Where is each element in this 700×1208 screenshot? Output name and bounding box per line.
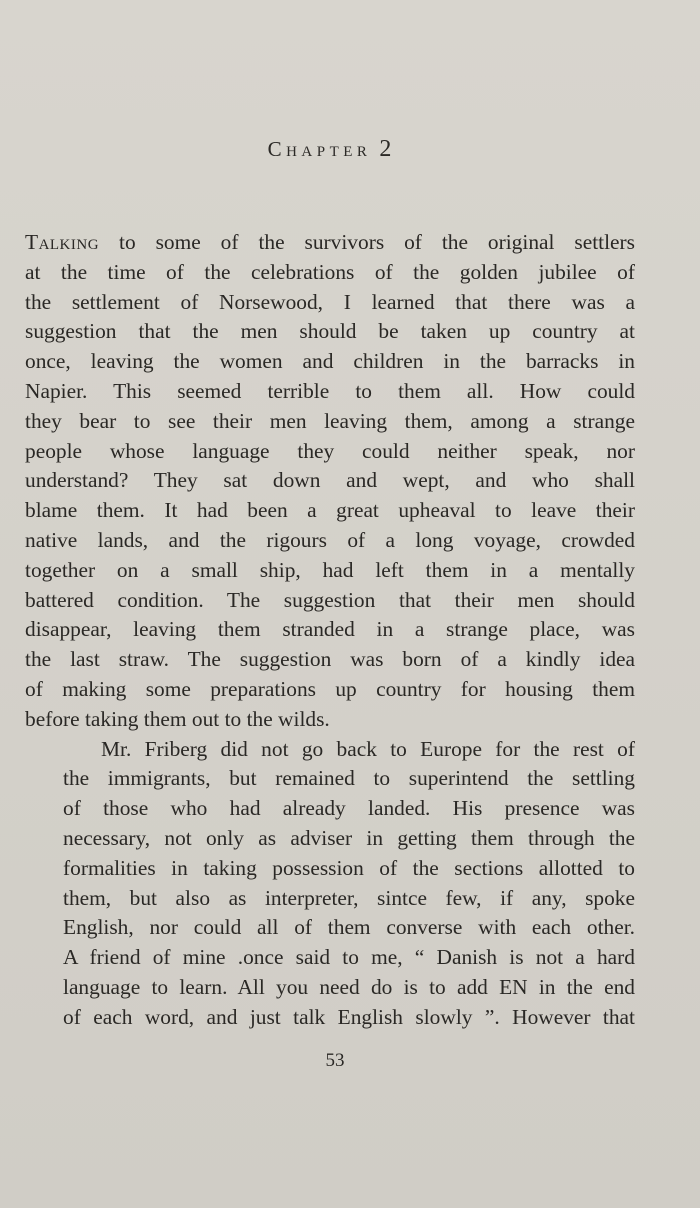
text-line: the immigrants, but remained to superintend the settling bbox=[63, 766, 635, 791]
chapter-number: 2 bbox=[379, 136, 392, 162]
chapter-heading bbox=[0, 136, 659, 163]
body-text bbox=[25, 228, 635, 1033]
text-line: English, nor could all of them converse with each other. bbox=[63, 915, 635, 940]
text-line: the settlement of Norsewood, I learned that there was a bbox=[25, 289, 635, 314]
text-line: at the time of the celebrations of the golden jubilee of bbox=[25, 259, 635, 284]
text-line: the last straw. The suggestion was born of a kindly idea bbox=[25, 647, 635, 672]
paragraph-2 bbox=[25, 735, 635, 1033]
text-line: A friend of mine .once said to me, “ Danish is not a hard bbox=[63, 945, 635, 970]
text-line: together on a small ship, had left them in a mentally bbox=[25, 557, 635, 582]
paragraph-1 bbox=[25, 228, 635, 735]
text-line: them, but also as interpreter, sintce few, if any, spoke bbox=[63, 885, 635, 910]
text-line: necessary, not only as adviser in getting them through the bbox=[63, 825, 635, 850]
lead-word: Talking bbox=[25, 230, 100, 254]
chapter-label: Chapter bbox=[267, 137, 372, 161]
text-line: before taking them out to the wilds. bbox=[25, 706, 330, 731]
text-line: once, leaving the women and children in the barracks in bbox=[25, 349, 635, 374]
text-line: understand? They sat down and wept, and who shall bbox=[25, 468, 635, 493]
text-line: Mr. Friberg did not go back to Europe for the rest of bbox=[101, 736, 635, 761]
text-line: disappear, leaving them stranded in a strange place, was bbox=[25, 617, 635, 642]
text-line: formalities in taking possession of the sections allotted to bbox=[63, 855, 635, 880]
text-line: suggestion that the men should be taken up country at bbox=[25, 319, 635, 344]
text-line: of those who had already landed. His presence was bbox=[63, 796, 635, 821]
text-line: battered condition. The suggestion that their men should bbox=[25, 587, 635, 612]
text-line: native lands, and the rigours of a long voyage, crowded bbox=[25, 527, 635, 552]
text-line: Napier. This seemed terrible to them all. How could bbox=[25, 378, 635, 403]
text-line: blame them. It had been a great upheaval to leave their bbox=[25, 498, 635, 523]
page-number: 53 bbox=[325, 1050, 345, 1071]
text-line: they bear to see their men leaving them, among a strange bbox=[25, 408, 635, 433]
text-line: Talking to some of the survivors of the original settlers bbox=[25, 230, 635, 254]
text-line: of making some preparations up country for housing them bbox=[25, 676, 635, 701]
text-line: language to learn. All you need do is to add EN in the end bbox=[63, 974, 635, 999]
text-line: of each word, and just talk English slowly ”. However that bbox=[63, 1004, 635, 1029]
text-line: people whose language they could neither speak, nor bbox=[25, 438, 635, 463]
